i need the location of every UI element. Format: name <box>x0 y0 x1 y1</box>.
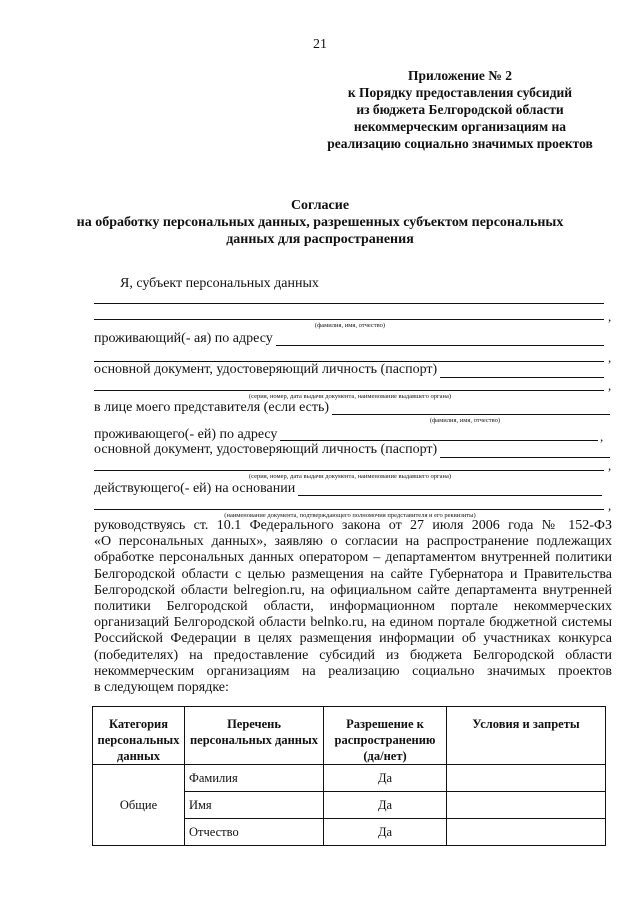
header-permission: Разрешение к распространению (да/нет) <box>324 707 447 765</box>
paragraph-line: Белгородской области belregion.ru, на официальном сайте департамента внутренней <box>94 582 612 598</box>
item-cell: Имя <box>185 792 324 819</box>
address-field-line[interactable] <box>276 345 604 346</box>
basis-field-line-2[interactable] <box>94 509 604 510</box>
comma: , <box>608 378 612 393</box>
fio-field-line[interactable] <box>94 319 604 320</box>
paragraph-line: «О персональных данных», заявляю о согласии на распространение подлежащих <box>94 534 612 550</box>
conditions-cell[interactable] <box>447 792 606 819</box>
residing-rep-label: проживающего(- ей) по адресу <box>94 427 278 442</box>
page-number: 21 <box>313 37 327 52</box>
passport-field-line-2[interactable] <box>94 390 604 391</box>
item-cell: Отчество <box>185 819 324 846</box>
personal-data-table <box>92 706 606 846</box>
title-line: на обработку персональных данных, разрешенных субъектом персональных <box>76 215 564 230</box>
residing-label: проживающий(- ая) по адресу <box>94 331 273 346</box>
paragraph-line: руководствуясь ст. 10.1 Федерального закона от 27 июля 2006 года № 152-ФЗ <box>94 518 612 533</box>
appendix-line: к Порядку предоставления субсидий <box>347 85 573 100</box>
paragraph-line: Белгородской области с целью размещения на сайте Губернатора и Правительства <box>94 566 612 582</box>
intro-text: Я, субъект персональных данных <box>120 276 319 291</box>
main-document-label: основной документ, удостоверяющий личность (паспорт) <box>94 362 438 377</box>
title-line: Согласие <box>290 198 350 213</box>
rep-main-document-label: основной документ, удостоверяющий личность (паспорт) <box>94 442 438 457</box>
rep-address-field-line[interactable] <box>280 440 598 441</box>
paragraph-line: Российской Федерации в целях размещения информации об участниках конкурса <box>94 631 612 647</box>
rep-passport-field-line-2[interactable] <box>94 470 604 471</box>
appendix-line: реализацию социально значимых проектов <box>327 136 593 151</box>
category-cell: Общие <box>93 765 185 846</box>
conditions-cell[interactable] <box>447 819 606 846</box>
item-cell: Фамилия <box>185 765 324 792</box>
comma: , <box>600 429 604 444</box>
comma: , <box>608 309 612 324</box>
comma: , <box>608 350 612 365</box>
passport-field-line[interactable] <box>440 377 604 378</box>
table-header-row <box>93 707 606 765</box>
permit-cell[interactable]: Да <box>324 819 447 846</box>
representative-label: в лице моего представителя (если есть) <box>94 400 330 415</box>
acting-label: действующего(- ей) на основании <box>94 481 296 496</box>
appendix-line: некоммерческим организациям на <box>353 119 567 134</box>
representative-field-line[interactable] <box>332 414 610 415</box>
permit-cell[interactable]: Да <box>324 765 447 792</box>
paragraph-line: организаций Белгородской области belnko.ru, на едином портале бюджетной системы <box>94 615 612 631</box>
header-category: Категория персональных данных <box>93 707 185 765</box>
paragraph-line: в следующем порядке: <box>94 680 229 696</box>
paragraph-line: обработке персональных данных оператором – департаментом внутренней политики <box>94 550 612 566</box>
comma: , <box>608 498 612 513</box>
appendix-header <box>310 67 610 152</box>
paragraph-line: политики Белгородской области, информационном портале некоммерческих <box>94 599 612 615</box>
appendix-line: из бюджета Белгородской области <box>356 102 564 117</box>
consent-paragraph <box>94 518 612 696</box>
caption-document-representative: (серия, номер, дата выдачи документа, наименование выдавшего органа) <box>248 473 452 480</box>
appendix-line: Приложение № 2 <box>408 68 512 83</box>
document-title <box>60 197 580 248</box>
caption-basis: (наименование документа, подтверждающего полномочия представителя и его реквизиты) <box>224 512 476 519</box>
title-line: данных для распространения <box>226 232 414 247</box>
table-row <box>93 765 606 792</box>
paragraph-line: (победителях) на предоставление субсидий из бюджета Белгородской области <box>94 647 612 663</box>
comma: , <box>608 458 612 473</box>
conditions-cell[interactable] <box>447 765 606 792</box>
header-conditions: Условия и запреты <box>447 707 606 765</box>
basis-field-line[interactable] <box>298 495 602 496</box>
caption-fio: (фамилия, имя, отчество) <box>314 322 386 329</box>
header-list: Перечень персональных данных <box>185 707 324 765</box>
permit-cell[interactable]: Да <box>324 792 447 819</box>
caption-document: (серия, номер, дата выдачи документа, наименование выдавшего органа) <box>248 393 452 400</box>
caption-fio-representative: (фамилия, имя, отчество) <box>429 417 501 424</box>
rep-passport-field-line[interactable] <box>440 457 610 458</box>
fill-line <box>94 303 604 304</box>
paragraph-line: некоммерческим организациям на реализацию социально значимых проектов <box>94 663 612 679</box>
